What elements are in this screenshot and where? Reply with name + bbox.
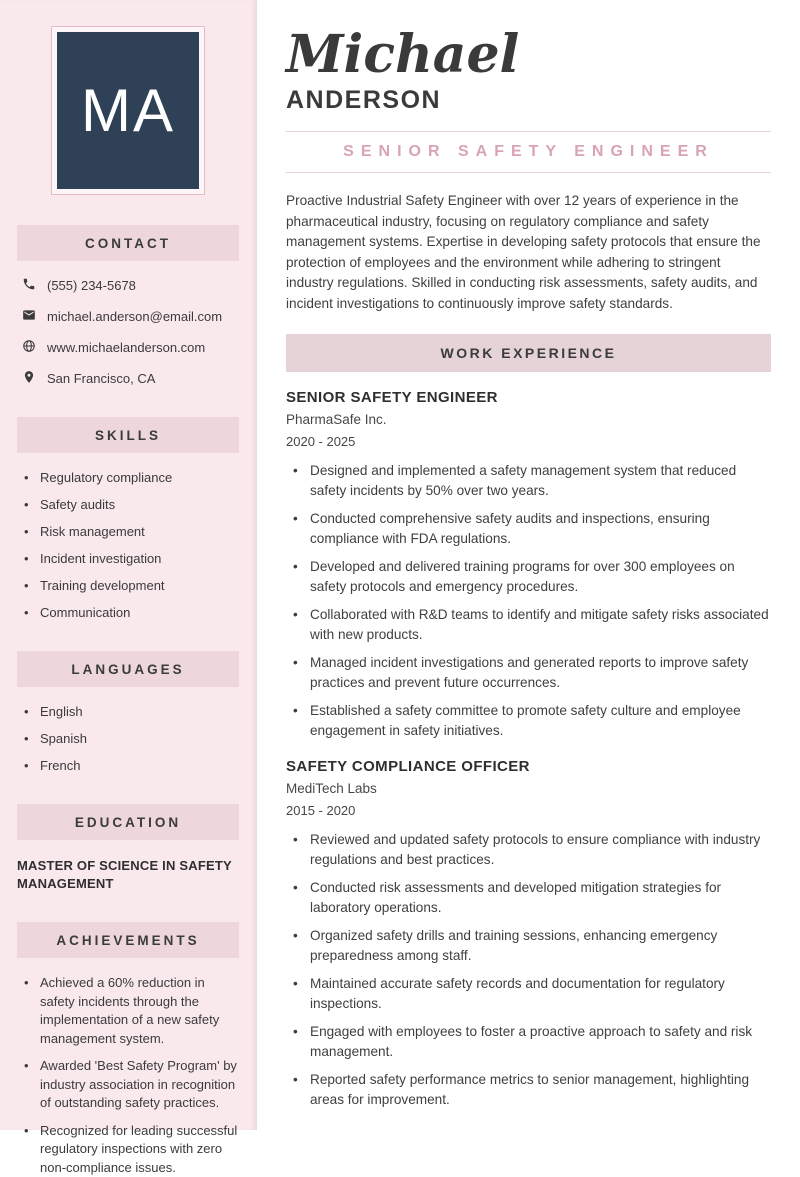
job-company: PharmaSafe Inc. (286, 412, 771, 427)
contact-row-website (22, 339, 239, 356)
achievements-section-header: ACHIEVEMENTS (17, 922, 239, 958)
job-bullet: • Engaged with employees to foster a proactive approach to safety and risk management. (293, 1022, 771, 1062)
job-entry-2 (286, 758, 771, 1110)
job-bullet: • Conducted comprehensive safety audits and inspections, ensuring compliance with FDA regulations. (293, 509, 771, 549)
job-role: SAFETY COMPLIANCE OFFICER (286, 758, 771, 775)
job-dates: 2015 - 2020 (286, 803, 771, 818)
job-bullet: • Collaborated with R&D teams to identify and mitigate safety risks associated with new products. (293, 605, 771, 645)
contact-phone-value: (555) 234-5678 (47, 278, 136, 293)
achievement-item: • Awarded 'Best Safety Program' by industry association in recognition of outstanding safety practices. (24, 1057, 239, 1113)
job-bullet: • Maintained accurate safety records and documentation for regulatory inspections. (293, 974, 771, 1014)
job-company: MediTech Labs (286, 781, 771, 796)
contact-section-header: CONTACT (17, 225, 239, 261)
job-bullet: • Reported safety performance metrics to senior management, highlighting areas for improvement. (293, 1070, 771, 1110)
job-dates: 2020 - 2025 (286, 434, 771, 449)
monogram-avatar (57, 32, 199, 189)
first-name: Michael (286, 26, 771, 84)
skill-item: • Risk management (24, 523, 239, 540)
monogram-initials: MA (81, 76, 175, 145)
job-title: SENIOR SAFETY ENGINEER (286, 132, 771, 172)
education-section-header: EDUCATION (17, 804, 239, 840)
sidebar (0, 0, 257, 1130)
divider-bottom (286, 172, 771, 173)
job-bullet: • Reviewed and updated safety protocols to ensure compliance with industry regulations and best practices. (293, 830, 771, 870)
profile-photo-frame (51, 26, 205, 195)
language-item: • English (24, 703, 239, 720)
skill-item: • Training development (24, 577, 239, 594)
job-bullet: • Conducted risk assessments and developed mitigation strategies for laboratory operations. (293, 878, 771, 918)
job-bullet: • Established a safety committee to promote safety culture and employee engagement in safety initiatives. (293, 701, 771, 741)
education-degree: MASTER OF SCIENCE IN SAFETY MANAGEMENT (17, 857, 239, 892)
professional-summary: Proactive Industrial Safety Engineer with over 12 years of experience in the pharmaceutical industry, focusing on regulatory compliance and safety management systems. Expertise in developing safety protocols that ensure the protection of employees and the environment while adhering to stringent industry regulations. Skilled in conducting risk assessments, safety audits, and incident investigations to continuously improve safety standards. (286, 191, 771, 314)
language-item: • French (24, 757, 239, 774)
contact-website-value: www.michaelanderson.com (47, 340, 205, 355)
contact-location-value: San Francisco, CA (47, 371, 155, 386)
languages-section-header: LANGUAGES (17, 651, 239, 687)
skills-section-header: SKILLS (17, 417, 239, 453)
achievement-item: • Achieved a 60% reduction in safety incidents through the implementation of a new safety management system. (24, 974, 239, 1048)
phone-icon (22, 277, 36, 294)
languages-list (24, 703, 239, 774)
globe-icon (22, 339, 36, 356)
skill-item: • Communication (24, 604, 239, 621)
job-bullet: • Managed incident investigations and generated reports to improve safety practices and prevent future occurrences. (293, 653, 771, 693)
work-experience-header: WORK EXPERIENCE (286, 334, 771, 372)
skill-item: • Incident investigation (24, 550, 239, 567)
email-icon (22, 308, 36, 325)
job-bullet: • Organized safety drills and training sessions, enhancing emergency preparedness among staff. (293, 926, 771, 966)
job-role: SENIOR SAFETY ENGINEER (286, 389, 771, 406)
language-item: • Spanish (24, 730, 239, 747)
achievements-list (24, 974, 239, 1177)
contact-email-value: michael.anderson@email.com (47, 309, 222, 324)
main-content (257, 0, 800, 1130)
job-bullet-list (293, 461, 771, 741)
skill-item: • Regulatory compliance (24, 469, 239, 486)
job-entry-1 (286, 389, 771, 741)
skills-list (24, 469, 239, 621)
job-title-block (286, 131, 771, 173)
achievement-item: • Recognized for leading successful regulatory inspections with zero non-compliance issues. (24, 1122, 239, 1177)
skill-item: • Safety audits (24, 496, 239, 513)
last-name: ANDERSON (286, 86, 771, 115)
contact-row-location (22, 370, 239, 387)
job-bullet-list (293, 830, 771, 1110)
job-bullet: • Developed and delivered training programs for over 300 employees on safety protocols and emergency procedures. (293, 557, 771, 597)
contact-list (17, 277, 239, 387)
location-icon (22, 370, 36, 387)
contact-row-phone (22, 277, 239, 294)
job-bullet: • Designed and implemented a safety management system that reduced safety incidents by 50% over two years. (293, 461, 771, 501)
contact-row-email (22, 308, 239, 325)
